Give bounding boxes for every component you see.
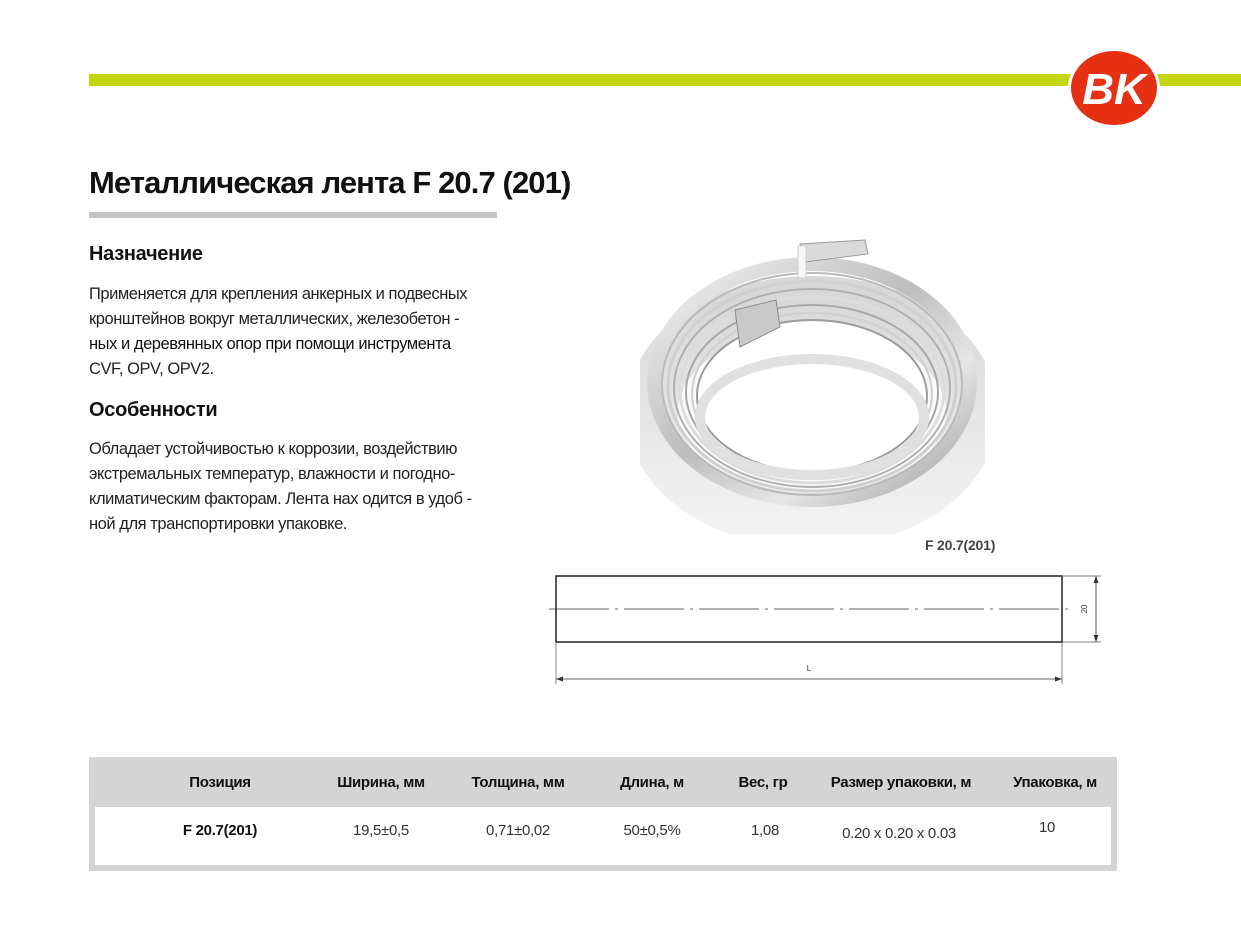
cell-package-size: 0.20 x 0.20 x 0.03	[842, 825, 956, 842]
bk-logo	[1066, 47, 1162, 129]
purpose-line: CVF, OPV, OPV2.	[89, 360, 214, 378]
cell-weight: 1,08	[751, 822, 779, 839]
page-title: Металлическая лента F 20.7 (201)	[89, 165, 571, 200]
length-dimension-label: L	[806, 664, 812, 673]
table-header-row	[89, 757, 1117, 807]
band-dimension-drawing	[545, 568, 1110, 688]
purpose-heading: Назначение	[89, 243, 203, 265]
header-package-size: Размер упаковки, м	[830, 774, 972, 791]
header-position: Позиция	[189, 774, 251, 791]
purpose-text	[89, 282, 509, 382]
header-thickness: Толщина, мм	[471, 774, 565, 791]
cell-position: F 20.7(201)	[182, 822, 258, 839]
header-package: Упаковка, м	[1013, 774, 1097, 791]
cell-length: 50±0,5%	[623, 822, 681, 839]
table-row	[95, 807, 1111, 865]
features-heading: Особенности	[89, 399, 218, 421]
header-width: Ширина, мм	[337, 774, 425, 791]
metal-band-coil-image	[640, 232, 985, 534]
purpose-line: Применяется для крепления анкерных и подвесных	[89, 285, 468, 303]
cell-thickness: 0,71±0,02	[486, 822, 550, 839]
figure-caption: F 20.7(201)	[925, 537, 996, 553]
cell-width: 19,5±0,5	[353, 822, 409, 839]
spec-table	[89, 757, 1117, 871]
cell-package: 10	[1038, 819, 1056, 836]
purpose-line: кронштейнов вокруг металлических, железобетон -	[89, 310, 460, 328]
width-dimension-label: 20	[1080, 604, 1089, 614]
features-line: Обладает устойчивостью к коррозии, воздействию	[89, 440, 458, 458]
features-line: климатическим факторам. Лента нах одится в удоб -	[89, 490, 472, 508]
header-length: Длина, м	[620, 774, 684, 791]
features-line: ной для транспортировки упаковке.	[89, 515, 347, 533]
features-text	[89, 437, 509, 537]
logo-text: BK	[1082, 65, 1146, 114]
header-weight: Вес, гр	[738, 774, 788, 791]
purpose-line: ных и деревянных опор при помощи инструмента	[89, 335, 451, 353]
title-underline	[89, 212, 497, 218]
features-line: экстремальных температур, влажности и погодно-	[89, 465, 455, 483]
